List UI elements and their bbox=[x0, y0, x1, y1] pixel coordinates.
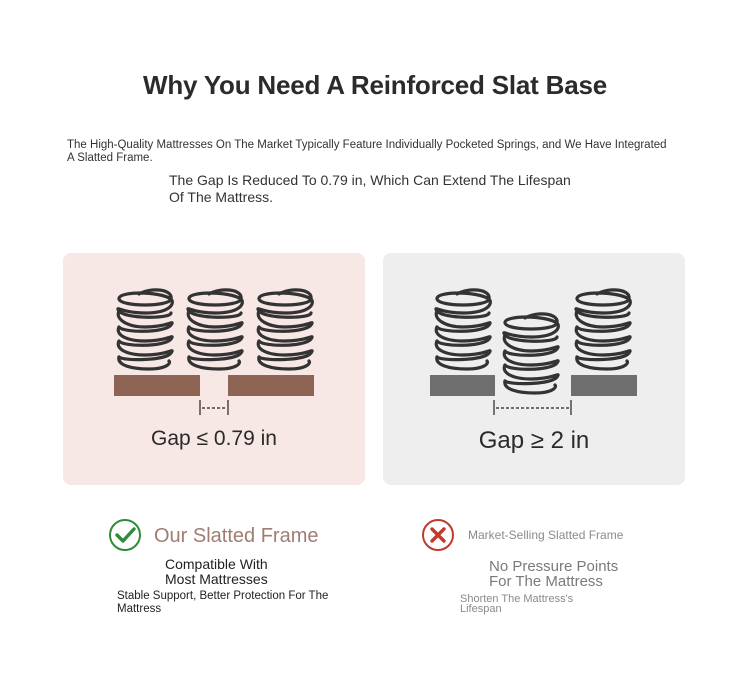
check-circle-icon bbox=[108, 518, 142, 552]
cross-circle-icon bbox=[421, 518, 455, 552]
slat-bar bbox=[228, 375, 314, 396]
our-frame-subtitle-text: Compatible With Most Mattresses bbox=[165, 556, 268, 587]
gap-indicator bbox=[200, 400, 228, 415]
page-title: Why You Need A Reinforced Slat Base bbox=[143, 70, 607, 100]
intro-text: The High-Quality Mattresses On The Market Typically Feature Individually Pocketed Springs, and We Have Integrated A Slatted Frame. bbox=[67, 139, 667, 164]
intro-highlight: The Gap Is Reduced To 0.79 in, Which Can Extend The Lifespan Of The Mattress. bbox=[169, 172, 571, 205]
our-gap-label: Gap ≤ 0.79 in bbox=[151, 427, 277, 450]
spring-icon bbox=[436, 290, 490, 369]
gap-indicator bbox=[494, 400, 571, 415]
our-frame-heading: Our Slatted Frame bbox=[154, 525, 319, 547]
spring-icon bbox=[118, 290, 172, 369]
market-frame-heading: Market-Selling Slatted Frame bbox=[468, 528, 624, 542]
slat-bar bbox=[571, 375, 637, 396]
market-frame-illustration-card bbox=[383, 253, 685, 485]
market-frame-subtitle bbox=[489, 559, 634, 589]
market-frame-subtitle-text: No Pressure Points For The Mattress bbox=[489, 558, 619, 590]
our-frame-illustration-card bbox=[63, 253, 365, 485]
market-frame-note: Shorten The Mattress's Lifespan bbox=[460, 593, 574, 615]
sagging-spring-icon bbox=[504, 314, 558, 393]
slat-bar bbox=[430, 375, 495, 396]
spring-icon bbox=[258, 290, 312, 369]
spring-icon bbox=[576, 290, 630, 369]
our-frame-note: Stable Support, Better Protection For The Mattress bbox=[117, 590, 329, 615]
spring-icon bbox=[188, 290, 242, 369]
slat-bar bbox=[114, 375, 200, 396]
market-gap-label: Gap ≥ 2 in bbox=[478, 427, 590, 454]
our-frame-subtitle bbox=[165, 557, 275, 587]
